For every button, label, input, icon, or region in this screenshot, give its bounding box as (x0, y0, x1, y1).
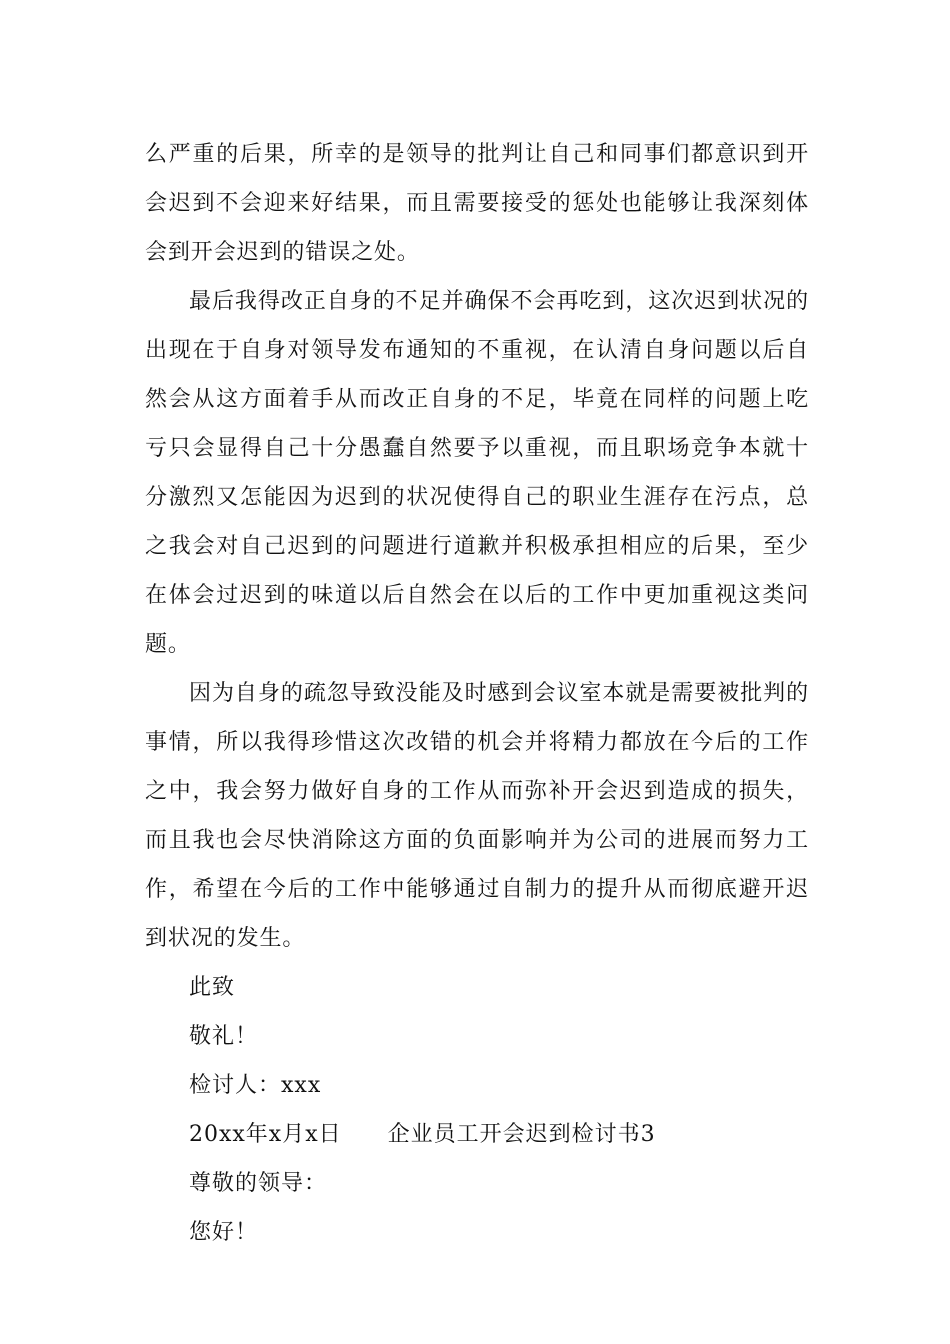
signer-line: 检讨人：xxx (189, 1073, 322, 1098)
paragraph-correction: 最后我得改正自身的不足并确保不会再吃到，这次迟到状况的出现在于自身对领导发布通知的不重视，在认清自身问题以后自然会从这方面着手从而改正自身的不足，毕竟在同样的问题上吃亏只会显得自己十分愚蠢自然要予以重视，而且职场竞争本就十分激烈又怎能因为迟到的状况使得自己的职业生涯存在污点，总之我会对自己迟到的问题进行道歉并积极承担相应的后果，至少在体会过迟到的味道以后自然会在以后的工作中更加重视这类问题。 (145, 289, 809, 657)
greeting-line: 尊敬的领导： (189, 1171, 328, 1196)
hello-line: 您好！ (189, 1220, 259, 1245)
document-body (145, 130, 809, 1257)
paragraph-continued: 么严重的后果，所幸的是领导的批判让自己和同事们都意识到开会迟到不会迎来好结果，而且需要接受的惩处也能够让我深刻体会到开会迟到的错误之处。 (145, 142, 809, 265)
closing-line: 此致 (189, 975, 236, 1000)
salute-line: 敬礼！ (189, 1024, 259, 1049)
date-and-title-line: 20xx年x月x日 企业员工开会迟到检讨书3 (189, 1122, 656, 1147)
paragraph-commitment: 因为自身的疏忽导致没能及时感到会议室本就是需要被批判的事情，所以我得珍惜这次改错的机会并将精力都放在今后的工作之中，我会努力做好自身的工作从而弥补开会迟到造成的损失，而且我也会尽快消除这方面的负面影响并为公司的进展而努力工作，希望在今后的工作中能够通过自制力的提升从而彻底避开迟到状况的发生。 (145, 681, 809, 951)
